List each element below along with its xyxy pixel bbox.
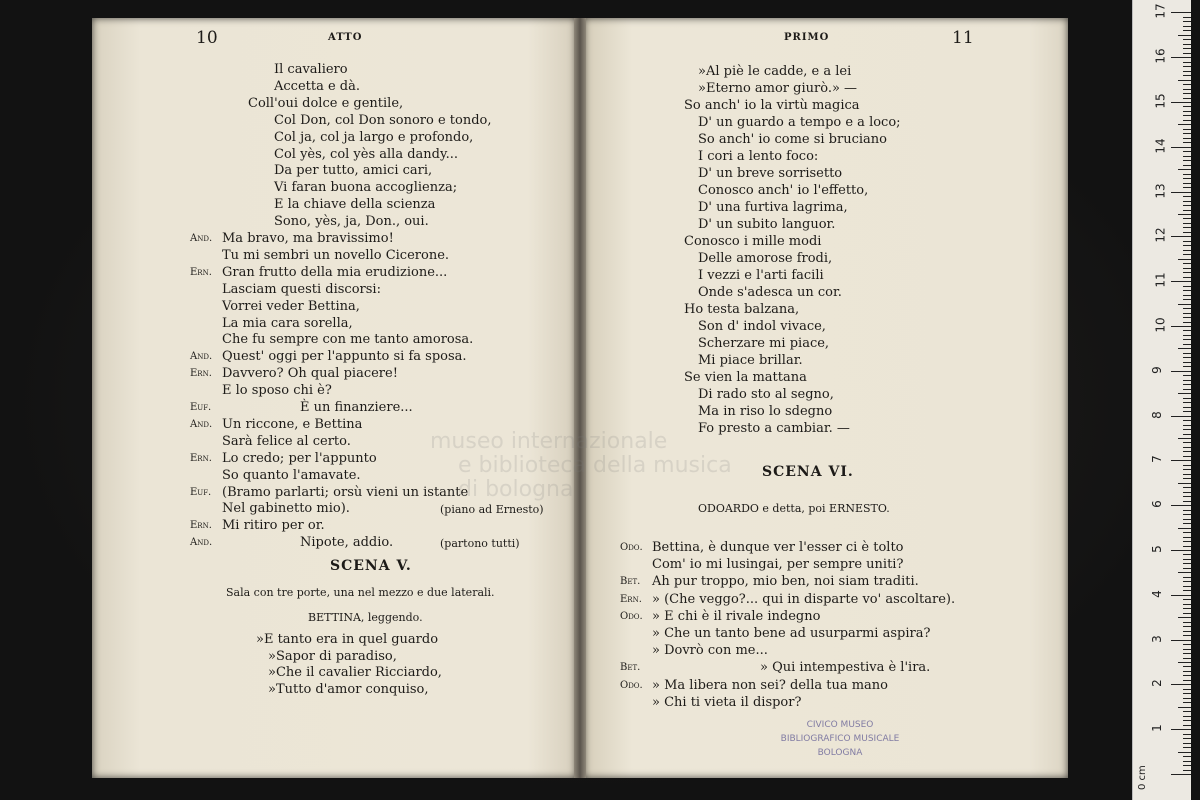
- verse-line: Onde s'adesca un cor.: [698, 285, 842, 300]
- ruler-number: 9: [1149, 365, 1164, 374]
- ruler-tick: [1183, 160, 1191, 161]
- ruler-tick: [1183, 680, 1191, 681]
- ruler-tick: [1183, 210, 1191, 211]
- ruler-tick: [1183, 420, 1191, 421]
- speaker-label: And.: [190, 351, 213, 363]
- ruler-tick: [1183, 187, 1191, 188]
- ruler-tick: [1183, 519, 1191, 520]
- ruler-tick: [1183, 44, 1191, 45]
- ruler-tick: [1183, 218, 1191, 219]
- speaker-label: Ern.: [190, 266, 212, 278]
- ruler-tick: [1178, 528, 1191, 529]
- speaker-label: Ern.: [190, 368, 212, 380]
- ruler-tick: [1183, 747, 1191, 748]
- verse-line: Di rado sto al segno,: [698, 387, 834, 402]
- verse-line: Mi piace brillar.: [698, 353, 803, 368]
- verse-line: »E tanto era in quel guardo: [256, 632, 439, 647]
- ruler-number: 10: [1153, 317, 1168, 333]
- ruler-tick: [1183, 496, 1191, 497]
- ruler-tick: [1183, 734, 1191, 735]
- ruler-tick: [1183, 174, 1191, 175]
- ruler-tick: [1171, 729, 1191, 730]
- ruler-tick: [1178, 483, 1191, 484]
- ruler-tick: [1178, 259, 1191, 260]
- ruler-tick: [1183, 245, 1191, 246]
- ruler-tick: [1183, 339, 1191, 340]
- verse-line: Un riccone, e Bettina: [222, 416, 363, 432]
- verse-line: E lo sposo chi è?: [222, 383, 332, 399]
- verse-line: Mi ritiro per or.: [222, 518, 325, 534]
- ruler-tick: [1183, 456, 1191, 457]
- ruler-tick: [1183, 532, 1191, 533]
- ruler-tick: [1183, 250, 1191, 251]
- ruler-tick: [1183, 434, 1191, 435]
- ruler-tick: [1183, 738, 1191, 739]
- verse-line: Lo credo; per l'appunto: [222, 450, 377, 466]
- scene-vi-characters: ODOARDO e detta, poi ERNESTO.: [698, 502, 890, 515]
- ruler-tick: [1183, 675, 1191, 676]
- ruler-number: 1: [1149, 724, 1164, 733]
- verse-line: I cori a lento foco:: [698, 149, 819, 164]
- left-page-header: ATTO: [328, 32, 363, 43]
- ruler-tick: [1183, 115, 1191, 116]
- verse-line: » Qui intempestiva è l'ira.: [760, 660, 931, 676]
- ruler-tick: [1183, 702, 1191, 703]
- verse-line: Gran frutto della mia erudizione...: [222, 264, 448, 280]
- speaker-label: Odo.: [620, 610, 643, 622]
- ruler-tick: [1171, 550, 1191, 551]
- ruler-number: 4: [1149, 589, 1164, 598]
- verse-line: Che fu sempre con me tanto amorosa.: [222, 332, 474, 348]
- ruler-tick: [1183, 554, 1191, 555]
- ruler-number: 17: [1153, 3, 1168, 20]
- ruler-tick: [1183, 335, 1191, 336]
- ruler-tick: [1183, 362, 1191, 363]
- ruler-tick: [1183, 487, 1191, 488]
- ruler-tick: [1183, 442, 1191, 443]
- ruler-tick: [1171, 326, 1191, 327]
- ruler-tick: [1183, 375, 1191, 376]
- ruler-tick: [1183, 653, 1191, 654]
- ruler-tick: [1183, 425, 1191, 426]
- ruler-tick: [1183, 429, 1191, 430]
- verse-line: Accetta e dà.: [274, 78, 361, 94]
- stage-direction: (piano ad Ernesto): [440, 503, 544, 517]
- watermark-line: e biblioteca della musica: [458, 453, 732, 478]
- ruler-tick: [1178, 617, 1191, 618]
- ruler-tick: [1178, 124, 1191, 125]
- verse-line: Scherzare mi piace,: [698, 336, 830, 351]
- verse-line: Coll'oui dolce e gentile,: [248, 95, 404, 111]
- book-gutter: [574, 18, 586, 778]
- ruler-tick: [1183, 165, 1191, 166]
- ruler-tick: [1183, 111, 1191, 112]
- ruler-tick: [1183, 711, 1191, 712]
- ruler-tick: [1183, 559, 1191, 560]
- ruler-tick: [1183, 568, 1191, 569]
- ruler-tick: [1183, 75, 1191, 76]
- verse-line: Ma in riso lo sdegno: [698, 404, 833, 419]
- verse-line: » E chi è il rivale indegno: [652, 608, 821, 624]
- ruler-tick: [1183, 451, 1191, 452]
- ruler-tick: [1171, 12, 1191, 13]
- ruler-tick: [1183, 286, 1191, 287]
- ruler-tick: [1178, 169, 1191, 170]
- ruler-tick: [1183, 725, 1191, 726]
- ruler-tick: [1183, 133, 1191, 134]
- verse-line: La mia cara sorella,: [222, 315, 353, 331]
- ruler-tick: [1183, 402, 1191, 403]
- ruler-tick: [1183, 241, 1191, 242]
- ruler-tick: [1171, 281, 1191, 282]
- scene-v-characters: BETTINA, leggendo.: [308, 611, 423, 624]
- ruler-tick: [1171, 640, 1191, 641]
- ruler-tick: [1183, 698, 1191, 699]
- ruler-tick: [1183, 756, 1191, 757]
- verse-line: Nipote, addio.: [300, 535, 394, 551]
- stamp-line: BOLOGNA: [817, 748, 863, 758]
- speaker-label: And.: [190, 537, 213, 549]
- verse-line: Quest' oggi per l'appunto si fa sposa.: [222, 349, 467, 365]
- library-watermark: [430, 430, 732, 502]
- verse-line: Nel gabinetto mio).: [222, 501, 350, 517]
- ruler-tick: [1183, 196, 1191, 197]
- ruler-tick: [1178, 348, 1191, 349]
- verse-line: »Sapor di paradiso,: [268, 648, 397, 664]
- ruler-tick: [1183, 71, 1191, 72]
- ruler-tick: [1183, 411, 1191, 412]
- ruler-tick: [1183, 586, 1191, 587]
- verse-line: D' un subito languor.: [698, 217, 836, 232]
- ruler-tick: [1183, 344, 1191, 345]
- ruler-tick: [1183, 720, 1191, 721]
- verse-line: Vi faran buona accoglienza;: [274, 180, 458, 196]
- ruler-tick: [1171, 416, 1191, 417]
- ruler-tick: [1183, 39, 1191, 40]
- ruler-tick: [1183, 268, 1191, 269]
- ruler-tick: [1183, 66, 1191, 67]
- speaker-label: And.: [190, 418, 213, 430]
- verse-line: »Che il cavalier Ricciardo,: [268, 665, 442, 680]
- ruler-tick: [1183, 201, 1191, 202]
- verse-line: Col yès, col yès alla dandy...: [274, 146, 459, 162]
- ruler-tick: [1183, 272, 1191, 273]
- ruler-tick: [1183, 93, 1191, 94]
- ruler-tick: [1171, 505, 1191, 506]
- ruler-tick: [1183, 577, 1191, 578]
- left-page-number: 10: [196, 28, 218, 48]
- ruler-tick: [1171, 102, 1191, 103]
- verse-line: »Eterno amor giurò.» —: [698, 81, 858, 96]
- verse-line: So quanto l'amavate.: [222, 467, 361, 483]
- ruler-tick: [1183, 626, 1191, 627]
- ruler-tick: [1183, 770, 1191, 771]
- ruler-tick: [1178, 662, 1191, 663]
- ruler-tick: [1183, 622, 1191, 623]
- ruler-tick: [1183, 469, 1191, 470]
- ruler-tick: [1183, 510, 1191, 511]
- ruler-tick: [1183, 581, 1191, 582]
- ruler-number: 14: [1153, 138, 1168, 154]
- verse-line: Davvero? Oh qual piacere!: [222, 366, 398, 382]
- ruler-tick: [1178, 304, 1191, 305]
- verse-line: » Ma libera non sei? della tua mano: [652, 677, 889, 693]
- ruler-tick: [1183, 716, 1191, 717]
- ruler-tick: [1183, 563, 1191, 564]
- ruler-number: 16: [1153, 48, 1168, 64]
- ruler-number: 15: [1153, 93, 1168, 109]
- ruler-tick: [1183, 21, 1191, 22]
- ruler-tick: [1183, 156, 1191, 157]
- ruler-tick: [1183, 299, 1191, 300]
- ruler-tick: [1183, 693, 1191, 694]
- watermark-line: museo internazionale: [430, 429, 668, 454]
- verse-line: Sarà felice al certo.: [222, 433, 351, 449]
- verse-line: » (Che veggo?... qui in disparte vo' ascoltare).: [652, 591, 956, 607]
- ruler-tick: [1183, 492, 1191, 493]
- verse-line: So anch' io la virtù magica: [684, 98, 860, 113]
- ruler-tick: [1183, 366, 1191, 367]
- ruler-tick: [1183, 48, 1191, 49]
- ruler-tick: [1178, 752, 1191, 753]
- stamp-line: BIBLIOGRAFICO MUSICALE: [780, 734, 900, 744]
- ruler-tick: [1183, 353, 1191, 354]
- speaker-label: Bet.: [620, 576, 641, 588]
- ruler-tick: [1171, 57, 1191, 58]
- ruler-tick: [1183, 447, 1191, 448]
- ruler-tick: [1183, 26, 1191, 27]
- speaker-label: Euf.: [190, 486, 212, 498]
- ruler-tick: [1183, 330, 1191, 331]
- ruler-tick: [1183, 290, 1191, 291]
- speaker-label: Ern.: [620, 593, 642, 605]
- verse-line: D' una furtiva lagrima,: [698, 200, 848, 215]
- ruler-tick: [1183, 689, 1191, 690]
- ruler-tick: [1183, 322, 1191, 323]
- verse-line: (Bramo parlarti; orsù vieni un istante: [222, 484, 469, 500]
- ruler-tick: [1183, 317, 1191, 318]
- speaker-label: And.: [190, 233, 213, 244]
- ruler-tick: [1183, 599, 1191, 600]
- ruler-tick: [1178, 707, 1191, 708]
- ruler-tick: [1183, 398, 1191, 399]
- ruler-tick: [1178, 393, 1191, 394]
- ruler-tick: [1183, 666, 1191, 667]
- ruler-tick: [1183, 384, 1191, 385]
- ruler-tick: [1183, 84, 1191, 85]
- right-page-header: PRIMO: [784, 32, 830, 43]
- verse-line: Col Don, col Don sonoro e tondo,: [274, 112, 492, 128]
- verse-line: Se vien la mattana: [684, 370, 807, 385]
- ruler-tick: [1183, 658, 1191, 659]
- ruler-tick: [1171, 371, 1191, 372]
- verse-line: Ho testa balzana,: [684, 302, 800, 317]
- ruler-tick: [1183, 765, 1191, 766]
- ruler-tick: [1183, 649, 1191, 650]
- scene-v-title: SCENA V.: [330, 558, 412, 574]
- ruler-tick: [1183, 62, 1191, 63]
- verse-line: D' un guardo a tempo e a loco;: [698, 115, 901, 130]
- verse-line: Conosco anch' io l'effetto,: [698, 183, 869, 198]
- ruler-tick: [1183, 295, 1191, 296]
- speaker-label: Ern.: [190, 452, 212, 464]
- ruler-tick: [1178, 572, 1191, 573]
- verse-line: Ah pur troppo, mio ben, noi siam traditi.: [652, 574, 919, 590]
- stamp-line: CIVICO MUSEO: [806, 720, 874, 730]
- ruler-tick: [1183, 743, 1191, 744]
- ruler-tick: [1183, 142, 1191, 143]
- ruler-tick: [1183, 263, 1191, 264]
- verse-line: Delle amorose frodi,: [698, 251, 833, 266]
- ruler-tick: [1183, 523, 1191, 524]
- speaker-label: Odo.: [620, 542, 643, 553]
- verse-line: Conosco i mille modi: [684, 234, 822, 249]
- scene-v-setting: Sala con tre porte, una nel mezzo e due laterali.: [226, 586, 495, 599]
- ruler-tick: [1178, 35, 1191, 36]
- speaker-label: Odo.: [620, 679, 643, 691]
- ruler-tick: [1183, 98, 1191, 99]
- verse-line: Son d' indol vivace,: [698, 319, 826, 334]
- verse-line: E la chiave della scienza: [274, 197, 436, 213]
- verse-line: » Dovrò con me...: [652, 643, 768, 659]
- verse-line: »Tutto d'amor conquiso,: [268, 681, 429, 697]
- verse-line: Ma bravo, ma bravissimo!: [222, 231, 394, 246]
- ruler-tick: [1171, 460, 1191, 461]
- ruler-tick: [1183, 608, 1191, 609]
- verse-line: Lasciam questi discorsi:: [222, 281, 381, 297]
- ruler-tick: [1183, 17, 1191, 18]
- verse-line: Da per tutto, amici cari,: [274, 163, 433, 179]
- verse-line: Tu mi sembri un novello Cicerone.: [222, 247, 450, 263]
- ruler-tick: [1183, 380, 1191, 381]
- verse-line: So anch' io come si bruciano: [698, 132, 887, 147]
- ruler-tick: [1171, 595, 1191, 596]
- ruler-tick: [1183, 474, 1191, 475]
- ruler-tick: [1178, 438, 1191, 439]
- ruler-tick: [1183, 120, 1191, 121]
- ruler-tick: [1183, 254, 1191, 255]
- ruler-tick: [1183, 89, 1191, 90]
- ruler-number: 12: [1153, 227, 1168, 244]
- speaker-label: Bet.: [620, 662, 641, 674]
- ruler-number: 6: [1149, 500, 1164, 509]
- verse-line: Vorrei veder Bettina,: [222, 298, 360, 314]
- scene-vi-title: SCENA VI.: [762, 464, 854, 480]
- ruler-tick: [1183, 407, 1191, 408]
- ruler-tick: [1183, 151, 1191, 152]
- ruler-tick: [1178, 80, 1191, 81]
- verse-line: Sono, yès, ja, Don., oui.: [274, 214, 429, 230]
- ruler-tick: [1183, 178, 1191, 179]
- ruler-number: 13: [1153, 182, 1168, 199]
- ruler-tick: [1183, 671, 1191, 672]
- verse-line: Fo presto a cambiar. —: [698, 421, 850, 436]
- ruler-tick: [1183, 613, 1191, 614]
- ruler-tick: [1171, 147, 1191, 148]
- verse-line: Il cavaliero: [274, 62, 348, 77]
- ruler-tick: [1183, 308, 1191, 309]
- ruler-number: 11: [1153, 272, 1168, 288]
- ruler-tick: [1183, 537, 1191, 538]
- ruler-unit-label: 0 cm: [1137, 765, 1148, 790]
- ruler-tick: [1183, 106, 1191, 107]
- ruler-tick: [1183, 223, 1191, 224]
- verse-line: Bettina, è dunque ver l'esser ci è tolto: [652, 540, 904, 555]
- speaker-label: Ern.: [190, 520, 212, 532]
- verse-line: Com' io mi lusingai, per sempre uniti?: [652, 557, 904, 573]
- speaker-label: Euf.: [190, 402, 212, 413]
- verse-line: D' un breve sorrisetto: [698, 166, 843, 181]
- verse-line: Col ja, col ja largo e profondo,: [274, 129, 474, 145]
- verse-line: » Che un tanto bene ad usurparmi aspira?: [652, 626, 931, 641]
- ruler-number: 2: [1149, 679, 1164, 688]
- stage-direction: (partono tutti): [440, 537, 520, 551]
- ruler-tick: [1183, 30, 1191, 31]
- ruler-number: 5: [1149, 545, 1164, 553]
- ruler-tick: [1171, 236, 1191, 237]
- ruler-tick: [1183, 590, 1191, 591]
- ruler-tick: [1183, 277, 1191, 278]
- ruler-tick: [1171, 774, 1191, 775]
- right-page-number: 11: [952, 28, 974, 48]
- ruler-tick: [1183, 761, 1191, 762]
- watermark-line: di bologna: [458, 477, 574, 502]
- ruler-tick: [1183, 546, 1191, 547]
- ruler-tick: [1183, 465, 1191, 466]
- ruler-tick: [1183, 183, 1191, 184]
- ruler-tick: [1183, 138, 1191, 139]
- ruler-tick: [1183, 205, 1191, 206]
- ruler-number: 3: [1149, 634, 1164, 643]
- ruler-tick: [1171, 192, 1191, 193]
- verse-line: »Al piè le cadde, e a lei: [698, 64, 852, 79]
- ruler-tick: [1183, 635, 1191, 636]
- ruler-tick: [1183, 478, 1191, 479]
- ruler-tick: [1183, 357, 1191, 358]
- verse-line: I vezzi e l'arti facili: [698, 268, 824, 283]
- library-stamp: [740, 718, 940, 760]
- ruler-tick: [1183, 631, 1191, 632]
- ruler-tick: [1183, 53, 1191, 54]
- verse-line: È un finanziere...: [300, 400, 413, 415]
- ruler-tick: [1171, 684, 1191, 685]
- ruler-tick: [1183, 227, 1191, 228]
- ruler-tick: [1183, 389, 1191, 390]
- ruler-tick: [1183, 604, 1191, 605]
- ruler-tick: [1183, 644, 1191, 645]
- ruler-tick: [1183, 501, 1191, 502]
- ruler-tick: [1183, 232, 1191, 233]
- verse-line: » Chi ti vieta il dispor?: [652, 694, 802, 710]
- ruler-number: 7: [1149, 455, 1164, 464]
- scale-ruler: [1132, 0, 1191, 800]
- ruler-tick: [1183, 129, 1191, 130]
- ruler-tick: [1183, 541, 1191, 542]
- ruler-tick: [1183, 514, 1191, 515]
- ruler-tick: [1183, 313, 1191, 314]
- ruler-number: 8: [1149, 410, 1164, 419]
- ruler-tick: [1178, 214, 1191, 215]
